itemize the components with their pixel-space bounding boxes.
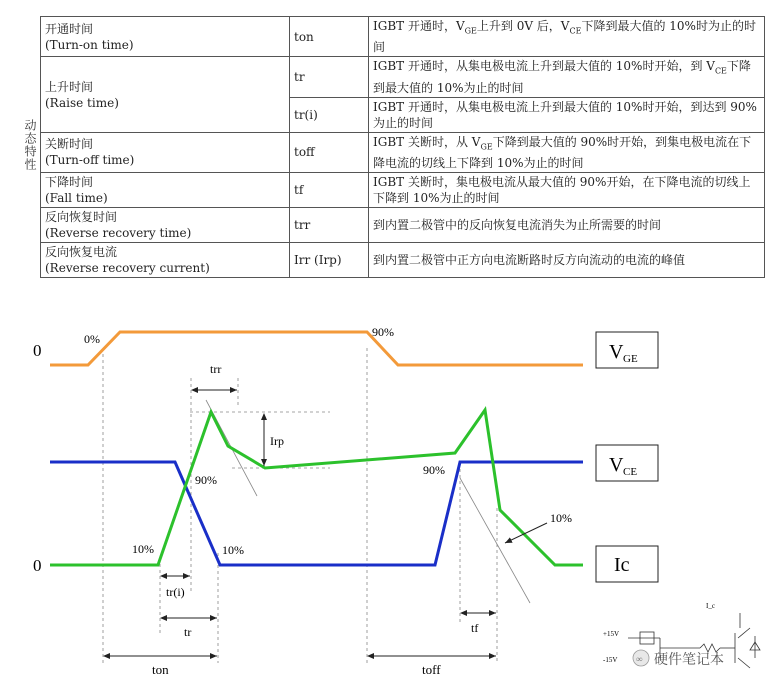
trr-label: trr: [210, 362, 222, 376]
table-row: [20, 132, 765, 172]
param-name: [41, 243, 290, 278]
param-name-zh: 上升时间: [45, 79, 94, 94]
param-desc: IGBT 开通时，$V_{GE}$上升到 0V 后，$V_{CE}$下降到最大值的 10%时为止的时间: [369, 17, 765, 57]
svg-text:CE: CE: [623, 466, 638, 478]
switching-waveform-diagram: [0, 318, 783, 689]
param-name-en: (Turn-off time): [45, 153, 135, 168]
param-desc: IGBT 开通时，从集电极电流上升到最大值的 10%时开始，到达到 90%为止的时间: [369, 97, 765, 132]
guide-lines: [103, 348, 497, 663]
toff-label: toff: [422, 662, 441, 677]
ton-label: ton: [152, 662, 169, 677]
pct-0-label: 0%: [84, 332, 100, 346]
svg-text:V: V: [609, 454, 624, 476]
param-symbol: tr(i): [290, 97, 369, 132]
vge-waveform: [50, 332, 583, 365]
param-symbol: Irr (Irp): [290, 243, 369, 278]
param-name: [41, 208, 290, 243]
dynamic-characteristics-table: [20, 16, 765, 278]
svg-text:GE: GE: [623, 353, 638, 365]
vge-legend-box: [596, 332, 658, 368]
param-name: [41, 17, 290, 57]
vce-legend-box: [596, 445, 658, 481]
param-desc: 到内置二极管中的反向恢复电流消失为止所需要的时间: [369, 208, 765, 243]
wechat-icon: ∞: [636, 654, 643, 664]
tri-label: tr(i): [166, 585, 185, 599]
circuit-v2-label: -15V: [603, 656, 618, 664]
tangent-line-off: [460, 478, 530, 603]
spec-table-container: [20, 16, 765, 314]
category-label: 动态特性: [23, 119, 37, 172]
watermark: [633, 650, 724, 668]
table-row: [20, 57, 765, 97]
pct-10-off-label: 10%: [550, 511, 572, 525]
watermark-text: 硬件笔记本: [654, 653, 724, 668]
svg-text:Ic: Ic: [614, 554, 630, 576]
param-name: [41, 173, 290, 208]
param-name-zh: 关断时间: [45, 137, 94, 152]
ic-waveform: [50, 410, 583, 565]
tr-label: tr: [184, 625, 192, 639]
param-desc: 到内置二极管中正方向电流断路时反方向流动的电流的峰值: [369, 243, 765, 278]
table-row: [20, 243, 765, 278]
param-symbol: trr: [290, 208, 369, 243]
circuit-ic-label: I_c: [706, 602, 715, 610]
param-symbol: ton: [290, 17, 369, 57]
table-row: [20, 17, 765, 57]
param-name-en: (Turn-on time): [45, 37, 134, 52]
category-cell: [20, 17, 41, 278]
ic-legend-box: [596, 546, 658, 582]
param-symbol: tr: [290, 57, 369, 97]
param-desc: IGBT 关断时，从 $V_{GE}$下降到最大值的 90%时开始，到集电极电流在下降电流的切线上下降到 10%为止的时间: [369, 132, 765, 172]
pct-10-ic-label: 10%: [132, 542, 154, 556]
table-row: [20, 173, 765, 208]
param-name-zh: 下降时间: [45, 175, 94, 190]
irp-label: Irp: [270, 434, 284, 448]
zero-label-bottom: 0: [33, 556, 42, 575]
zero-label-top: 0: [33, 341, 42, 360]
param-name: [41, 132, 290, 172]
param-name: [41, 57, 290, 132]
pct-90-on-label: 90%: [195, 473, 217, 487]
param-name-en: (Fall time): [45, 191, 108, 206]
pct-10-vce-label: 10%: [222, 543, 244, 557]
svg-text:V: V: [609, 341, 624, 363]
circuit-v1-label: +15V: [603, 630, 620, 638]
tf-label: tf: [471, 621, 479, 635]
param-name-en: (Reverse recovery current): [45, 261, 210, 276]
param-name-zh: 开通时间: [45, 21, 94, 36]
param-symbol: toff: [290, 132, 369, 172]
param-name-en: (Raise time): [45, 95, 119, 110]
param-name-zh: 反向恢复电流: [45, 245, 118, 260]
pct-90-vge-label: 90%: [372, 325, 394, 339]
param-symbol: tf: [290, 173, 369, 208]
param-desc: IGBT 关断时，集电极电流从最大值的 90%开始，在下降电流的切线上下降到 10%为止的时间: [369, 173, 765, 208]
param-name-en: (Reverse recovery time): [45, 226, 192, 241]
pct-10-pointer: [505, 523, 547, 543]
param-name-zh: 反向恢复时间: [45, 210, 118, 225]
param-desc: IGBT 开通时，从集电极电流上升到最大值的 10%时开始，到 $V_{CE}$下降到最大值的 10%为止的时间: [369, 57, 765, 97]
table-row: [20, 208, 765, 243]
pct-90-off-label: 90%: [423, 463, 445, 477]
